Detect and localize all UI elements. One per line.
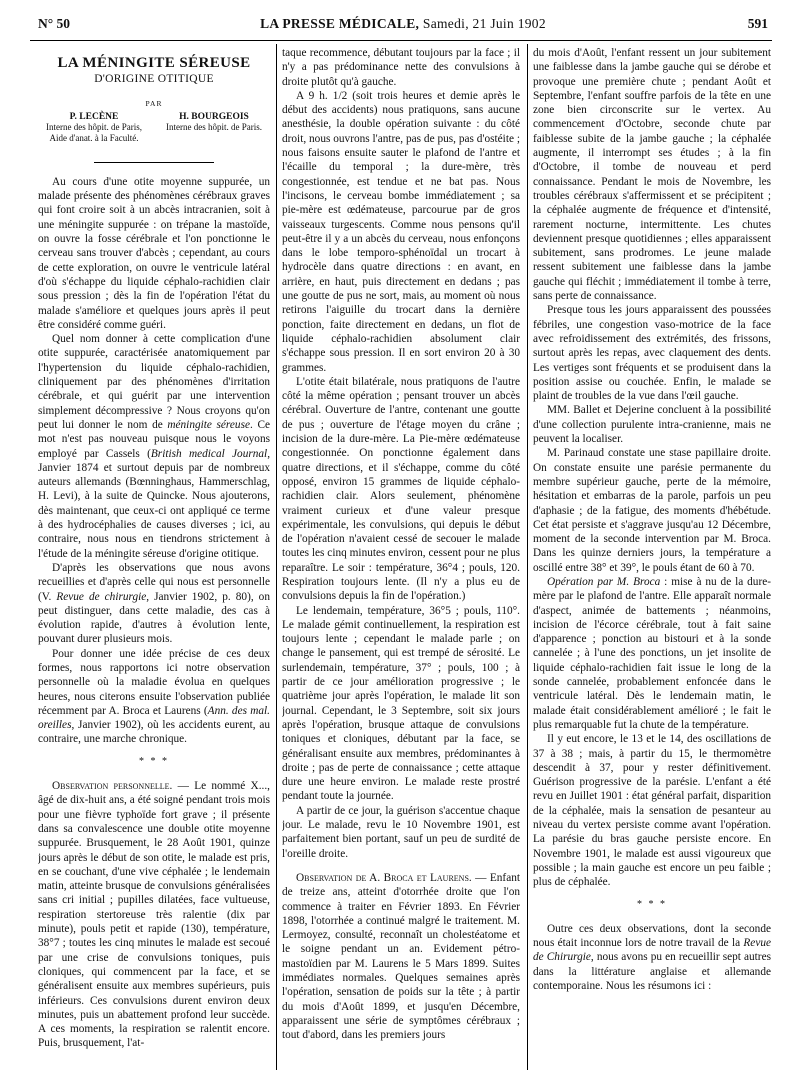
author-2 — [158, 112, 270, 133]
column-3 — [533, 46, 771, 1076]
operation-label: Opération par M. Broca — [547, 575, 661, 588]
observation-paragraph: Observation de A. Broca et Laurens. — Enfant de treize ans, atteint d'otorrhée droite que l'on commence à traiter en Février 1893. En Février 1898, l'otorrhée a continué malgré le traitement. M. Lermoyez, consulté, reconnaît un cholestéatome et le soigne pendant un an. Evidement pétro-mastoïdien par M. Laurens le 5 Mars 1899. Suites immédiates normales. Quelques semaines après l'opération, sensation de poids sur la tête ; à partir du mois d'Août 1899, et jusqu'en Décembre, apparaissent une série de symptômes cérébraux ; tout d'abord, dans les premiers jours — [282, 871, 520, 1042]
paragraph: Quel nom donner à cette complication d'une otite suppurée, caractérisée anatomiquement par l'hypertension du liquide céphalo-rachidien, cliniquement par des phénomènes d'irritation cérébrale, et qui guérit par une intervention simplement décompressive ? Nous croyons qu'on peut lui donner le nom de méningite séreuse. Ce mot n'est pas nouveau puisque nous le voyons employé par Cassels (British medical Journal, Janvier 1874 et surtout depuis par de nombreux auteurs allemands (Bœnninghaus, Hammerschlag, H. Levi), à la suite de Quincke. Nous ajouterons, dès maintenant, que ceux-ci ont appliqué ce terme à des hydrocéphalies de causes diverses ; ici, au contraire, nous nous en tiendrons strictement à l'étude de la méningite séreuse d'origine otitique. — [38, 333, 270, 560]
author-1-role: Interne des hôpit. de Paris, — [46, 122, 142, 133]
citation-journal: British medical Journal — [150, 447, 268, 460]
journal-name: LA PRESSE MÉDICALE, — [260, 16, 420, 31]
author-2-name: H. BOURGEOIS — [179, 111, 249, 122]
italic-term: méningite séreuse — [167, 418, 250, 431]
author-1 — [38, 112, 150, 144]
page-header — [38, 14, 768, 36]
byline-par: PAR — [145, 98, 163, 108]
observation-label: Observation de A. Broca et Laurens. — [296, 871, 472, 884]
column-divider-1 — [276, 44, 277, 1070]
header-rule — [30, 40, 772, 41]
authors — [38, 112, 270, 154]
paragraph: Outre ces deux observations, dont la seconde nous était inconnue lors de notre travail de la Revue de Chirurgie, nous avons pu en recueillir sept autres dans la littérature anglaise et allemande contemporaine. Nous les résumons ici : — [533, 922, 771, 992]
section-asterism: * * * — [139, 755, 169, 767]
paragraph: MM. Ballet et Dejerine concluent à la possibilité d'une collection purulente intra-cranienne, mais ne peuvent la localiser. — [533, 404, 771, 446]
paragraph: Il y eut encore, le 13 et le 14, des oscillations de 37 à 38 ; mais, à partir du 15, le thermomètre descendit à 37, pour y rester définitivement. Guérison progressive de la parésie. L'enfant a été revu en Juillet 1901 : état général parfait, disparition de la céphalée, mais la sensation de pesanteur au niveau du vertex persiste comme avant l'opération. La parésie du bras gauche persiste encore. En Novembre 1901, le malade est aussi vigoureux que possible ; la main gauche est encore un peu faible ; plus de céphalée. — [533, 733, 771, 889]
article-title: LA MÉNINGITE SÉREUSE — [57, 55, 251, 71]
issue-number: N° 50 — [38, 16, 71, 31]
paragraph: Presque tous les jours apparaissent des poussées fébriles, une congestion vaso-motrice de la face avec refroidissement des extrémités, des frissons, surtout après les repas, avec claquement des dents. Les vertiges sont fréquents et se produisent dans la position assise ou couchée. Enfin, le malade se plaint de troubles de la vue dans l'œil gauche. — [533, 304, 771, 403]
citation-journal: Revue de Chirurgie — [533, 937, 771, 964]
paragraph: A 9 h. 1/2 (soit trois heures et demie après le début des accidents) nous pratiquons, sans aucune anesthésie, la double opération suivante : du côté droit, nous ouvrons l'antre, pas de pus, pas d'ostéite ; nous faisons ensuite sauter le plafond de l'antre et l'écaille du temporal ; la dure-mère, très congestionnée, est tendue et ne bat pas. Nous l'incisons, le cerveau bombe immédiatement ; sa pie-mère est œdémateuse, parcourue par de gros vaisseaux turgescents. Comme nous pensons qu'il peut-être il y a un abcès du cerveau, nous enfonçons dans le lobe temporo-sphénoïdal un trocart à hydrocèle dans quatre directions : en avant, en arrière, en haut, puis directement en dedans ; pas une goutte de pus ne sort, mais, au moment où nous retirons l'aiguille du trocart dans la dernière ponction, faite directement en dedans, un flot de liquide céphalo-rachidien absolument clair s'échappe sous pression. Il en sort environ 20 à 30 grammes. — [282, 89, 520, 374]
author-1-role2: Aide d'anat. à la Faculté. — [49, 132, 139, 143]
article-subtitle: D'ORIGINE OTITIQUE — [94, 73, 214, 86]
author-2-role: Interne des hôpit. de Paris. — [166, 122, 262, 133]
column-1 — [38, 46, 270, 1076]
observation-label: Observation personnelle. — [52, 780, 173, 793]
journal-masthead — [38, 16, 768, 32]
paragraph: D'après les observations que nous avons recueillies et d'après celle qui nous est personnelle (V. Revue de chirurgie, Janvier 1902, p. 80), on peut distinguer, dans cette maladie, des cas à évolution rapide, d'autres à évolution lente, pouvant durer plusieurs mois. — [38, 561, 270, 646]
paragraph: L'otite était bilatérale, nous pratiquons de l'autre côté la même opération ; pensant trouver un abcès cérébral. Ouverture de l'antre, contenant une goutte de pus ; ouverture de l'étage moyen du crâne ; incision de la dure-mère. La Pie-mère œdémateuse congestionnée. On ponctionne également dans quatre directions, et il s'échappe, comme du côté opposé, environ 15 grammes de liquide céphalo-rachidien clair. Alors seulement, phénomène vraiment curieux et d'une valeur presque expérimentale, les convulsions, qui depuis le début de l'opération n'avaient cessé de secouer le malade toutes les cinq minutes environ, cessent pour ne plus reparaître. Le soir : température, 36°4 ; pouls, 120. Respiration toujours lente. (Il n'y a plus eu de convulsions depuis la fin de l'opération.) — [282, 375, 520, 603]
paragraph: du mois d'Août, l'enfant ressent un jour subitement une faiblesse dans la jambe gauche qui se dérobe et provoque une première chute ; pendant Août et Septembre, l'enfant souffre parfois de la tête en une zone bien circonscrite sur le vertex. Au commencement d'Octobre, seconde chute par faiblesse subite de la jambe gauche ; la céphalée augmente, il interrompt ses études ; à la fin d'Octobre, il tombe de nouveau et perd connaissance. Pendant le mois de Novembre, les troubles cérébraux s'affermissent et se précipitent ; la céphalée augmente de fréquence et d'intensité, rarement nocturne, intermittente. Les chutes deviennent presque quotidiennes ; elles apparaissent subitement, sans prodromes. Le jeune malade ressent subitement une faiblesse dans la jambe gauche qui fléchit ; immédiatement il tombe à terre, sans perte de connaissance. — [533, 47, 771, 303]
column-divider-2 — [527, 44, 528, 1070]
observation-paragraph: Observation personnelle. — Le nommé X..., âgé de dix-huit ans, a été soigné pendant trois mois pour une fièvre typhoïde fort grave ; il présente dans sa convalescence une double otite moyenne suppurée. Brusquement, le 28 Août 1901, quinze jours après le début de son otite, le malade est pris, en se couchant, d'une vive céphalée ; le lendemain matin, atteinte brusque de convulsions généralisées sans cri initial ; pupilles dilatées, face vultueuse, respiration stertoreuse très ralentie (dix par minute), pouls petit et rapide (130), température, 38°7 ; toutes les cinq minutes le malade est secoué par une crise de convulsions toniques, puis cloniques, qui commencent par la face, et se généralisent ensuite aux membres supérieurs, puis inférieurs. Ces convulsions durent environ deux minutes, puis un abattement profond leur succède. A ces moments, la respiration se ralentit encore. Puis, brusquement, l'at- — [38, 780, 270, 1050]
paragraph: Au cours d'une otite moyenne suppurée, un malade présente des phénomènes cérébraux graves qui font croire soit à un abcès intracranien, soit à une méningite suppurée : on trépane la mastoïde, on ouvre la fosse cérébrale et l'on ponctionne le cerveau sans trouver d'abcès ; cependant, au cours de cette exploration, on ouvre le ventricule latéral d'où s'échappe du liquide céphalo-rachidien clair sous pression ; dès la fin de l'opération l'état du malade s'améliore et quelques jours après il peut être considéré comme guéri. — [38, 175, 270, 331]
paragraph: Opération par M. Broca : mise à nu de la dure-mère par le plafond de l'antre. Elle apparaît normale d'aspect, animée de battements ; néanmoins, incision de l'écorce cérébrale, tout à fait saine d'apparence ; ponction au bistouri et à la sonde cannelée ; à l'une des ponctions, un jet insolite de liquide céphalo-rachidien fait issue le long de la sonde cannelée, probablement enfoncée dans le ventricule latéral. Dès le lendemain matin, le malade était considérablement amélioré ; le fait le plus remarquable fut la chute de la température. — [533, 575, 771, 731]
citation-journal: Revue de chirurgie — [56, 590, 147, 603]
column-2 — [282, 46, 520, 1076]
author-1-name: P. LECÈNE — [69, 111, 119, 122]
paragraph: Pour donner une idée précise de ces deux formes, nous rapportons ici notre observation personnelle où la maladie évolua en quelques heures, nous citerons ensuite l'observation publiée récemment par A. Broca et Laurens (Ann. des mal. oreilles, Janvier 1902), où les accidents eurent, au contraire, une marche chronique. — [38, 647, 270, 746]
section-asterism: * * * — [637, 898, 667, 910]
paragraph: taque recommence, débutant toujours par la face ; il n'y a pas prédominance nette des convulsions à droite plutôt qu'à gauche. — [282, 47, 520, 88]
paragraph: A partir de ce jour, la guérison s'accentue chaque jour. Le malade, revu le 10 Novembre 1901, est parfaitement bien portant, sauf un peu de surdité de l'oreille droite. — [282, 804, 520, 860]
citation-journal: Ann. des mal. oreilles — [38, 704, 270, 732]
paragraph: Le lendemain, température, 36°5 ; pouls, 110°. Le malade gémit continuellement, la respiration est toujours lente ; cependant le malade parle ; on change le pansement, qui est trempé de sérosité. Le surlendemain, température, 37° ; pouls, 100 ; à partir de ce jour amélioration progressive ; le quatrième jour après l'opération, le malade lit son journal. Cependant, le 3 Septembre, soit six jours après l'opération, brusque attaque de convulsions toniques et cloniques, débutant par la face, se généralisant ensuite aux membres, prédominantes à droite ; pas de perte de connaissance ; cette attaque dure une heure environ. Le malade reste prostré pendant toute la journée. — [282, 604, 520, 803]
byline-rule — [94, 162, 214, 163]
paragraph: M. Parinaud constate une stase papillaire droite. On constate ensuite une parésie permanente du membre supérieur gauche, perte de la mémoire, hésitation et embarras de la parole, parfois un peu d'aphasie ; de la fatigue, des moments d'hébétude. Cet état persiste et s'aggrave jusqu'au 12 Décembre, moment de la seconde intervention par M. Broca. Dans les quinze derniers jours, la température a oscillé entre 38° et 39°, le pouls étant de 60 à 70. — [533, 447, 771, 574]
issue-date: Samedi, 21 Juin 1902 — [422, 16, 546, 31]
page-number: 591 — [747, 16, 768, 31]
